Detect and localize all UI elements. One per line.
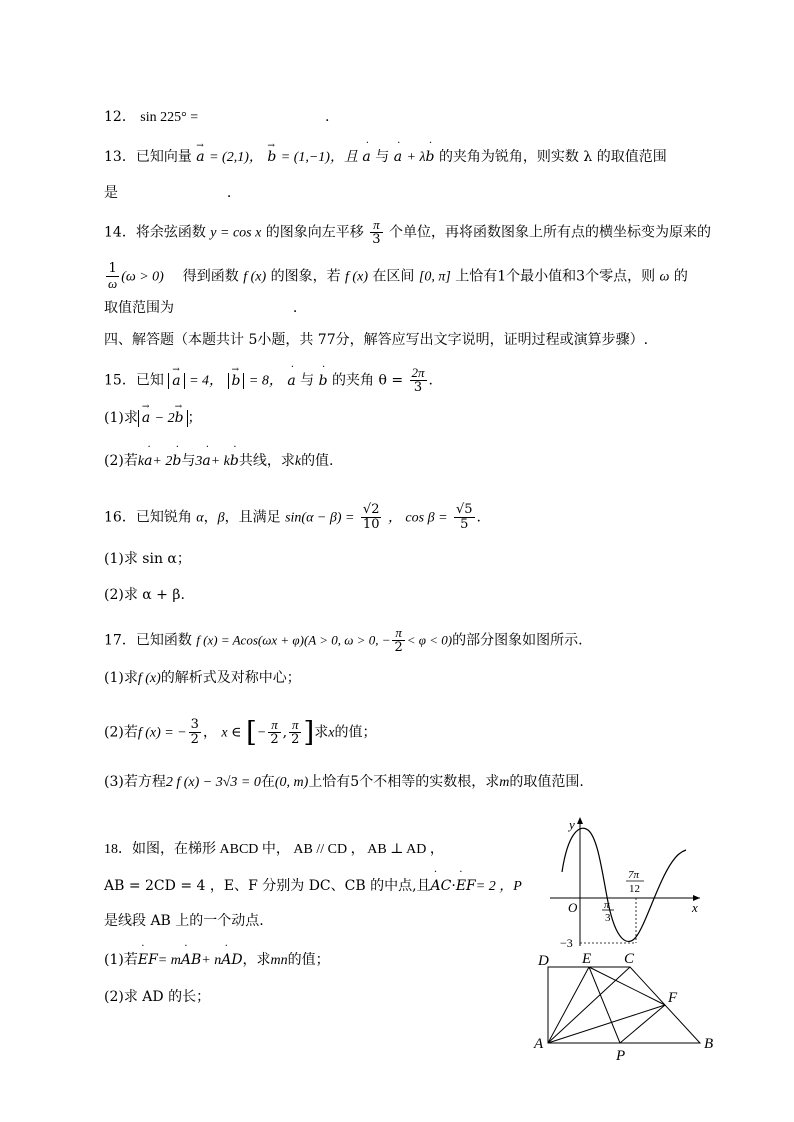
question-16-part2: (2)求 α + β. [104, 587, 185, 603]
vector-a: ˙ a [287, 371, 295, 391]
function-f: f (x) [243, 269, 267, 285]
omega-condition: (ω > 0) [121, 269, 164, 285]
question-14-line2 [104, 262, 688, 291]
question-13 [104, 147, 667, 168]
vector-a: ˙ a [144, 451, 152, 471]
q13-intro: 13．已知向量 [104, 149, 192, 165]
question-15-part2: (2)若k˙ a+ 2˙ b与3˙ a+ k˙ b共线，求k的值. [104, 451, 334, 472]
segment-pf [620, 1005, 665, 1043]
question-18-part1: (1)若˙ EF= m˙ AB+ n˙ AD，求mn的值； [104, 950, 330, 971]
vector-b: ˙ b [230, 451, 239, 471]
fraction-sqrt5-over-5: $\frac{√5}{5}$ [455, 502, 473, 532]
question-18: 18．如图，在梯形 ABCD 中， AB // CD ， AB ⊥ AD ， [104, 842, 444, 857]
y-axis-arrow [577, 817, 583, 824]
q14-shift-text: 的图象向左平移 [265, 224, 364, 241]
interval-0-pi: [0, π] [418, 269, 451, 285]
question-13-line2 [104, 183, 231, 203]
q14-line2-b: 的图象，若 [270, 268, 341, 285]
magnitude-b: → b [228, 373, 245, 389]
q13-plus-lambda: + λ [406, 150, 426, 165]
vector-a: ˙ a [394, 147, 402, 167]
x-label: x [692, 900, 698, 915]
vector-b: ˙ b [426, 147, 435, 167]
q15-and: 与 [300, 372, 315, 389]
label-d: D [538, 953, 549, 969]
q12-expression: sin 225° = [140, 110, 199, 125]
q13-a-value: = (2,1)， [209, 150, 263, 165]
q15-b-value: = 8， [248, 373, 283, 389]
fraction-pi-over-2: $\frac{\pi}{2}$ [394, 625, 403, 655]
q13-period: . [226, 185, 232, 201]
vector-ef: ˙ EF [138, 950, 158, 970]
vector-a: ˙ a [362, 147, 370, 167]
function-f: f (x) [345, 269, 368, 285]
label-p: P [616, 1048, 626, 1064]
label-f: F [668, 990, 678, 1006]
trapezoid-diagram [530, 946, 720, 1066]
interval-bracket: [ [245, 715, 257, 749]
label-e: E [582, 951, 592, 967]
vector-ab: ˙ AB [181, 950, 201, 970]
vector-ad: ˙ AD [221, 950, 242, 970]
segment-ep [589, 967, 620, 1043]
vector-a: ˙ a [202, 451, 210, 471]
q15-angle: 的夹角 θ = [332, 372, 404, 389]
omega-symbol: ω [659, 269, 670, 285]
q14-cos-function: y = cos x [210, 225, 262, 241]
question-17-part3: (3)若方程2 f (x) − 3√3 = 0在(0, m)上恰有5个不相等的实数根，求m的取值范围. [104, 774, 584, 790]
sin-alpha-minus-beta: sin(α − β) = [285, 510, 355, 526]
fraction-1-over-omega: $\frac{1}{\omega}$ [108, 261, 118, 291]
q14-line3: 取值范围为 [104, 300, 174, 316]
q15-a-value: = 4， [189, 373, 224, 389]
fraction-2pi-over-3: $\frac{2\pi}{3}$ [411, 365, 425, 395]
section-heading: 四、解答题（本题共计 5小题，共 77分，解答应写出文字说明，证明过程或演算步骤）. [104, 332, 649, 348]
q14-period: . [292, 300, 298, 316]
question-16: 16．已知锐角 α，β，且满足 sin(α − β) = $\frac{√2}{10}$ ， cos β = $\frac{√5}{5}$ . [104, 502, 481, 532]
q13-line2: 是 [104, 185, 118, 201]
label-a: A [534, 1036, 544, 1052]
fraction-sqrt2-over-10: $\frac{√2}{10}$ [362, 502, 380, 532]
vector-b: ˙ b [319, 371, 328, 391]
question-14 [104, 218, 711, 247]
q13-and: 与 [375, 149, 390, 165]
vector-ac: ˙ AC [431, 876, 452, 896]
vector-ef: ˙ EF [456, 876, 476, 896]
question-16-part1: (1)求 sin α； [104, 551, 191, 567]
neg3-label: −3 [560, 936, 573, 950]
fraction-pi-over-3: $\frac{\pi}{3}$ [372, 217, 381, 247]
question-18-line3: 是线段 AB 上的一个动点. [104, 913, 264, 929]
question-17-part2: (2)若f (x) = − $\frac{3}{2}$ ， x ∈ [− $\frac{\pi}{2}$ , $\frac{\pi}{2}$ ]求x的值； [104, 715, 377, 749]
three-label: 3 [605, 912, 611, 924]
q14-line2-e: 的 [673, 268, 688, 285]
segment-ac [548, 967, 630, 1043]
fraction-3-over-2: $\frac{3}{2}$ [190, 717, 199, 747]
question-17-part1: (1)求f (x)的解析式及对称中心； [104, 670, 301, 686]
question-17: 17．已知函数 f (x) = Acos(ωx + φ)(A > 0, ω > 0, − $\frac{\pi}{2}$ < φ < 0)的部分图象如图所示. [104, 625, 583, 655]
q14-line2-c: 在区间 [372, 268, 415, 285]
seven-pi-label: 7π [628, 869, 640, 881]
function-definition: f (x) = Acos(ωx + φ)(A > 0, ω > 0, − [196, 632, 391, 648]
cosine-curve [562, 828, 686, 941]
q13-b-value: = (1,−1)，且 [280, 150, 358, 165]
cosine-graph [540, 812, 710, 952]
origin-label: O [568, 900, 578, 915]
vector-a: → a [196, 147, 204, 167]
q14-rest: 个单位，再将函数图象上所有点的横坐标变为原来的 [388, 224, 711, 241]
q12-period: . [325, 109, 330, 125]
question-12 [104, 107, 329, 128]
twelve-label: 12 [629, 883, 640, 895]
question-14-line3 [104, 298, 297, 318]
label-c: C [624, 951, 635, 967]
q14-intro: 14．将余弦函数 [104, 224, 206, 241]
segment-ef [589, 967, 665, 1005]
question-18-part2: (2)求 AD 的长； [104, 989, 211, 1005]
cos-beta: ， cos β = [387, 510, 448, 526]
magnitude-a-minus-2b: → a − 2→ b [138, 410, 188, 427]
question-18-line2: AB = 2CD = 4 ，E、F 分别为 DC、CB 的中点,且˙ AC·˙ EF= 2 ，P [104, 876, 522, 897]
vector-b: ˙ b [172, 451, 181, 471]
fraction-pi-over-2: $\frac{\pi}{2}$ [291, 717, 300, 747]
magnitude-a: → a [168, 373, 184, 389]
q13-tail: 的夹角为锐角，则实数 λ 的取值范围 [438, 149, 667, 165]
q12-number: 12． [104, 109, 136, 125]
q15-intro: 15．已知 [104, 372, 164, 389]
y-label: y [569, 817, 575, 832]
vector-b: → b [267, 147, 276, 167]
q14-line2-d: 上恰有1个最小值和3个零点，则 [455, 268, 656, 285]
pi-label: π [604, 899, 610, 911]
fraction-pi-over-2: $\frac{\pi}{2}$ [270, 717, 279, 747]
question-15: 15．已知 → a = 4， → b = 8， ˙ a 与 ˙ b 的夹角 θ = $\frac{2\pi}{3}$ . [104, 366, 433, 395]
label-b: B [704, 1036, 714, 1052]
trapezoid-abcd [548, 967, 700, 1043]
question-15-part1: (1)求→ a − 2→ b ； [104, 408, 202, 428]
q14-line2-a: 得到函数 [182, 268, 239, 285]
